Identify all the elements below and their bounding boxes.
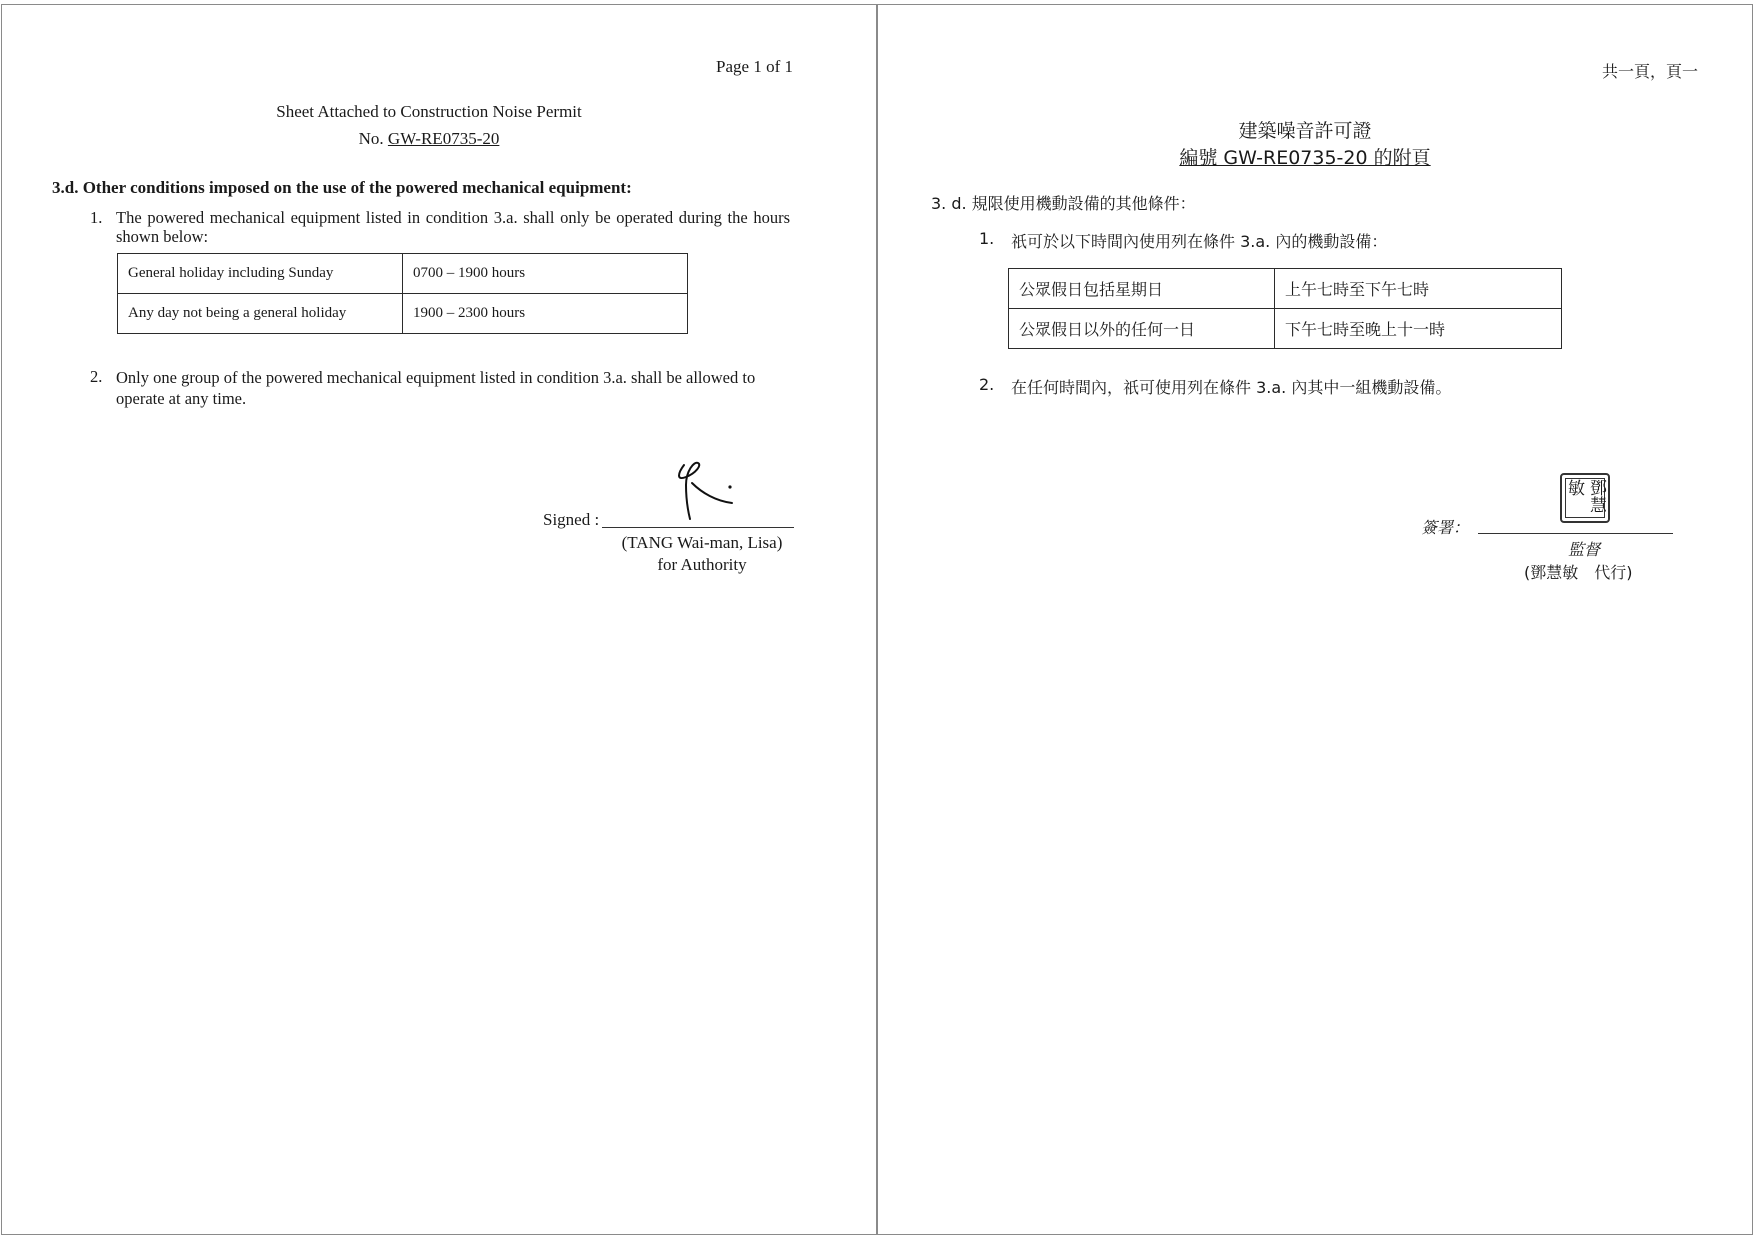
document-title: Sheet Attached to Construction Noise Permit (276, 102, 582, 121)
table-cell: 0700 – 1900 hours (403, 254, 688, 294)
signed-label: 簽署： (1421, 518, 1470, 537)
permit-number: GW-RE0735-20 (387, 129, 500, 148)
seal-text: 敏 (1564, 479, 1584, 496)
authority-label: for Authority (657, 555, 747, 574)
hours-table (117, 253, 688, 334)
permit-number-line (2, 129, 856, 149)
supervisor-label: 監督 (1568, 540, 1601, 559)
official-seal (1560, 473, 1610, 523)
permit-number: 編號 GW-RE0735-20 的附頁 (1179, 147, 1431, 169)
table-cell: 公眾假日包括星期日 (1009, 269, 1275, 309)
seal-text: 鄧慧 (1586, 479, 1606, 513)
signature-mark (672, 461, 752, 523)
signature-line (602, 527, 794, 528)
table-cell: 1900 – 2300 hours (403, 294, 688, 334)
table-cell: 下午七時至晚上十一時 (1275, 309, 1562, 349)
table-row (1009, 269, 1562, 309)
item-number: 1. (90, 208, 103, 227)
acting-signatory: (鄧慧敏 代行) (1524, 563, 1633, 582)
page-number: Page 1 of 1 (716, 57, 793, 76)
chinese-sheet (877, 4, 1753, 1235)
signature-line (1478, 533, 1673, 534)
signatory-name: (TANG Wai-man, Lisa) (621, 533, 783, 552)
table-row (118, 294, 688, 334)
condition-text: Only one group of the powered mechanical equipment listed in condition 3.a. shall be allowed to operate at any time. (116, 368, 756, 408)
table-row (118, 254, 688, 294)
item-number: 1. (979, 229, 995, 248)
table-cell: 上午七時至下午七時 (1275, 269, 1562, 309)
condition-text: The powered mechanical equipment listed in condition 3.a. shall only be operated during the hours shown below: (116, 208, 790, 246)
section-heading: 3. d. 規限使用機動設備的其他條件： (931, 194, 1196, 213)
table-cell: General holiday including Sunday (118, 254, 403, 294)
item-number: 2. (979, 375, 995, 394)
table-cell: Any day not being a general holiday (118, 294, 403, 334)
table-row (1009, 309, 1562, 349)
page-number: 共一頁，頁一 (1601, 62, 1698, 81)
permit-number-prefix: No. (358, 129, 388, 148)
hours-table (1008, 268, 1562, 349)
table-cell: 公眾假日以外的任何一日 (1009, 309, 1275, 349)
document-title: 建築噪音許可證 (1238, 120, 1372, 142)
condition-text: 祇可於以下時間內使用列在條件 3.a. 內的機動設備： (1011, 232, 1388, 251)
english-sheet (1, 4, 877, 1235)
item-number: 2. (90, 367, 103, 386)
signed-label: Signed : (543, 510, 600, 529)
condition-text: 在任何時間內，祇可使用列在條件 3.a. 內其中一組機動設備。 (1011, 378, 1452, 397)
section-heading: 3.d. Other conditions imposed on the use of the powered mechanical equipment: (52, 178, 632, 197)
